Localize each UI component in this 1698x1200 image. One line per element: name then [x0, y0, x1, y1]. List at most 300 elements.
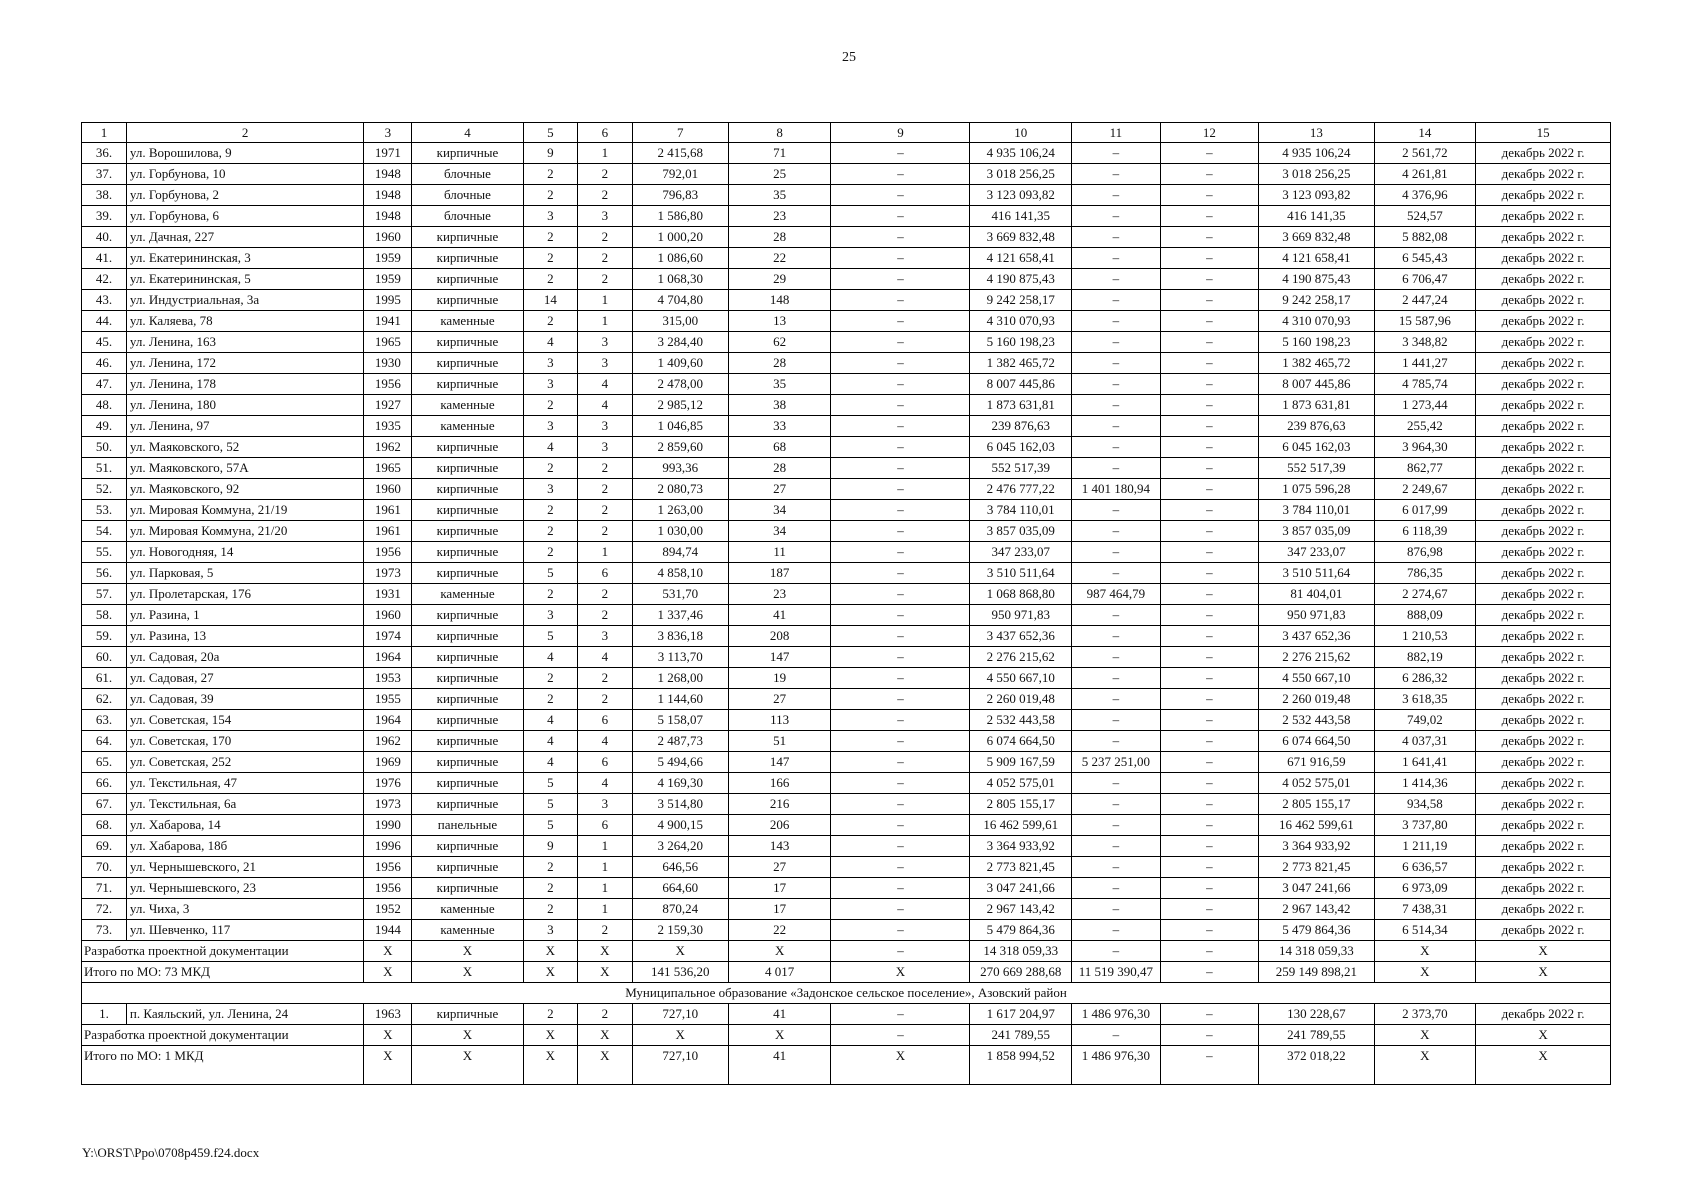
table-cell: 2 274,67 — [1374, 584, 1476, 605]
column-number-header: 5 — [523, 123, 578, 143]
address-cell: ул. Чиха, 3 — [126, 899, 363, 920]
table-cell: 1 641,41 — [1374, 752, 1476, 773]
column-number-header: 10 — [970, 123, 1072, 143]
table-cell: 1959 — [364, 248, 412, 269]
table-cell: – — [831, 374, 970, 395]
table-cell: 4 310 070,93 — [970, 311, 1072, 332]
table-cell: – — [831, 752, 970, 773]
table-cell: декабрь 2022 г. — [1476, 731, 1611, 752]
table-cell: 1 273,44 — [1374, 395, 1476, 416]
table-cell: – — [1160, 878, 1258, 899]
table-cell: 1 441,27 — [1374, 353, 1476, 374]
column-number-header: 9 — [831, 123, 970, 143]
table-row — [82, 458, 1611, 479]
table-cell: 147 — [728, 752, 831, 773]
address-cell: ул. Горбунова, 6 — [126, 206, 363, 227]
table-row — [82, 626, 1611, 647]
table-cell: 34 — [728, 500, 831, 521]
table-cell: 3 348,82 — [1374, 332, 1476, 353]
page-number: 25 — [842, 50, 856, 65]
summary-cell: 270 669 288,68 — [970, 962, 1072, 983]
table-row — [82, 605, 1611, 626]
table-cell: 3 514,80 — [632, 794, 728, 815]
table-cell: 2 476 777,22 — [970, 479, 1072, 500]
table-cell: 4 — [523, 731, 578, 752]
table-cell: – — [831, 1004, 970, 1025]
summary-cell: 241 789,55 — [1259, 1025, 1374, 1046]
table-cell: 3 784 110,01 — [970, 500, 1072, 521]
table-cell: 1 263,00 — [632, 500, 728, 521]
table-cell: кирпичные — [412, 437, 523, 458]
table-cell: декабрь 2022 г. — [1476, 227, 1611, 248]
summary-label: Итого по МО: 1 МКД — [82, 1046, 364, 1085]
summary-cell: X — [1374, 1025, 1476, 1046]
table-cell: 1 211,19 — [1374, 836, 1476, 857]
summary-cell: 11 519 390,47 — [1072, 962, 1161, 983]
table-cell: 2 — [523, 668, 578, 689]
table-cell: 35 — [728, 374, 831, 395]
table-cell: – — [1072, 395, 1161, 416]
table-cell: декабрь 2022 г. — [1476, 374, 1611, 395]
table-cell: – — [1072, 206, 1161, 227]
table-cell: – — [1072, 164, 1161, 185]
table-cell: – — [1160, 479, 1258, 500]
table-cell: 2 — [578, 500, 633, 521]
row-number-cell: 72. — [82, 899, 127, 920]
table-cell: 3 784 110,01 — [1259, 500, 1374, 521]
table-cell: 187 — [728, 563, 831, 584]
table-cell: декабрь 2022 г. — [1476, 857, 1611, 878]
row-number-cell: 63. — [82, 710, 127, 731]
summary-cell: X — [364, 1046, 412, 1085]
table-cell: – — [1072, 899, 1161, 920]
address-cell: ул. Разина, 13 — [126, 626, 363, 647]
table-cell: кирпичные — [412, 1004, 523, 1025]
table-cell: – — [831, 185, 970, 206]
table-cell: – — [831, 584, 970, 605]
table-cell: 2 — [523, 584, 578, 605]
address-cell: ул. Хабарова, 14 — [126, 815, 363, 836]
table-cell: 1959 — [364, 269, 412, 290]
table-cell: 28 — [728, 227, 831, 248]
table-cell: 3 — [523, 416, 578, 437]
table-cell: 3 510 511,64 — [1259, 563, 1374, 584]
table-cell: 6 514,34 — [1374, 920, 1476, 941]
table-cell: – — [831, 626, 970, 647]
table-cell: – — [831, 647, 970, 668]
table-cell: – — [831, 605, 970, 626]
table-cell: 1964 — [364, 647, 412, 668]
table-cell: декабрь 2022 г. — [1476, 647, 1611, 668]
table-cell: декабрь 2022 г. — [1476, 794, 1611, 815]
row-number-cell: 39. — [82, 206, 127, 227]
table-cell: 2 — [523, 227, 578, 248]
table-row — [82, 332, 1611, 353]
table-cell: 1973 — [364, 563, 412, 584]
table-cell: 993,36 — [632, 458, 728, 479]
table-cell: 9 — [523, 143, 578, 164]
column-number-header: 3 — [364, 123, 412, 143]
table-cell: – — [1160, 731, 1258, 752]
table-cell: 1948 — [364, 164, 412, 185]
table-row — [82, 647, 1611, 668]
table-cell: 2 — [523, 395, 578, 416]
table-cell: – — [1072, 290, 1161, 311]
table-cell: декабрь 2022 г. — [1476, 206, 1611, 227]
table-cell: – — [1160, 290, 1258, 311]
table-cell: 147 — [728, 647, 831, 668]
table-cell: 1964 — [364, 710, 412, 731]
summary-cell: X — [1374, 1046, 1476, 1085]
table-cell: 2 — [578, 227, 633, 248]
row-number-cell: 45. — [82, 332, 127, 353]
table-cell: 3 — [578, 437, 633, 458]
table-cell: – — [1160, 794, 1258, 815]
summary-cell: 4 017 — [728, 962, 831, 983]
section-header-row — [82, 983, 1611, 1004]
table-cell: – — [831, 164, 970, 185]
table-row — [82, 689, 1611, 710]
summary-cell: X — [364, 1025, 412, 1046]
table-cell: 5 — [523, 626, 578, 647]
table-row — [82, 437, 1611, 458]
table-row — [82, 584, 1611, 605]
table-cell: – — [1072, 878, 1161, 899]
summary-cell: – — [1072, 1025, 1161, 1046]
table-cell: 5 160 198,23 — [970, 332, 1072, 353]
table-cell: 4 052 575,01 — [1259, 773, 1374, 794]
table-cell: 130 228,67 — [1259, 1004, 1374, 1025]
table-cell: 3 113,70 — [632, 647, 728, 668]
table-cell: декабрь 2022 г. — [1476, 1004, 1611, 1025]
table-cell: декабрь 2022 г. — [1476, 563, 1611, 584]
table-cell: 1961 — [364, 500, 412, 521]
address-cell: ул. Чернышевского, 21 — [126, 857, 363, 878]
table-cell: 2 — [578, 584, 633, 605]
table-row — [82, 374, 1611, 395]
summary-cell: – — [831, 1025, 970, 1046]
table-row — [82, 479, 1611, 500]
table-cell: – — [1160, 437, 1258, 458]
table-cell: 4 — [578, 773, 633, 794]
table-cell: 3 — [578, 794, 633, 815]
table-cell: 2 532 443,58 — [1259, 710, 1374, 731]
table-cell: 2 — [578, 1004, 633, 1025]
table-cell: 2 773 821,45 — [1259, 857, 1374, 878]
summary-label: Итого по МО: 73 МКД — [82, 962, 364, 983]
table-cell: – — [1160, 836, 1258, 857]
table-cell: 35 — [728, 185, 831, 206]
table-cell: 1 873 631,81 — [1259, 395, 1374, 416]
table-cell: – — [831, 437, 970, 458]
table-cell: – — [831, 710, 970, 731]
table-cell: 664,60 — [632, 878, 728, 899]
address-cell: ул. Маяковского, 57А — [126, 458, 363, 479]
table-cell: 2 — [578, 668, 633, 689]
table-cell: – — [1072, 458, 1161, 479]
address-cell: ул. Советская, 252 — [126, 752, 363, 773]
table-cell: 3 — [523, 920, 578, 941]
table-cell: кирпичные — [412, 143, 523, 164]
table-cell: 1 — [578, 899, 633, 920]
table-cell: 2 — [578, 164, 633, 185]
summary-row — [82, 941, 1611, 962]
table-cell: – — [1072, 731, 1161, 752]
table-row — [82, 500, 1611, 521]
table-row — [82, 185, 1611, 206]
table-cell: 3 737,80 — [1374, 815, 1476, 836]
table-cell: – — [1072, 332, 1161, 353]
address-cell: ул. Екатерининская, 3 — [126, 248, 363, 269]
table-cell: 5 237 251,00 — [1072, 752, 1161, 773]
table-cell: 1944 — [364, 920, 412, 941]
summary-cell: X — [412, 941, 523, 962]
table-cell: кирпичные — [412, 500, 523, 521]
table-cell: 1956 — [364, 857, 412, 878]
table-cell: кирпичные — [412, 878, 523, 899]
table-cell: – — [1160, 395, 1258, 416]
table-cell: – — [831, 311, 970, 332]
row-number-cell: 61. — [82, 668, 127, 689]
summary-cell: – — [1160, 1025, 1258, 1046]
table-cell: 3 364 933,92 — [1259, 836, 1374, 857]
row-number-cell: 73. — [82, 920, 127, 941]
summary-cell: X — [523, 962, 578, 983]
summary-label: Разработка проектной документации — [82, 941, 364, 962]
table-cell: 19 — [728, 668, 831, 689]
table-cell: 1 — [578, 878, 633, 899]
table-cell: – — [1072, 836, 1161, 857]
summary-cell: X — [1374, 962, 1476, 983]
table-row — [82, 206, 1611, 227]
table-cell: – — [831, 668, 970, 689]
table-cell: кирпичные — [412, 857, 523, 878]
table-row — [82, 248, 1611, 269]
table-cell: 143 — [728, 836, 831, 857]
table-cell: 2 — [578, 689, 633, 710]
table-cell: – — [831, 500, 970, 521]
table-cell: 6 045 162,03 — [1259, 437, 1374, 458]
address-cell: ул. Садовая, 27 — [126, 668, 363, 689]
table-row — [82, 311, 1611, 332]
column-number-row — [82, 123, 1611, 143]
table-cell: 882,19 — [1374, 647, 1476, 668]
table-row — [82, 143, 1611, 164]
address-cell: ул. Садовая, 39 — [126, 689, 363, 710]
column-number-header: 2 — [126, 123, 363, 143]
table-cell: – — [1160, 920, 1258, 941]
table-cell: 5 160 198,23 — [1259, 332, 1374, 353]
summary-cell: X — [728, 941, 831, 962]
row-number-cell: 51. — [82, 458, 127, 479]
summary-cell: 1 858 994,52 — [970, 1046, 1072, 1085]
table-cell: – — [1072, 416, 1161, 437]
column-number-header: 12 — [1160, 123, 1258, 143]
summary-cell: 41 — [728, 1046, 831, 1085]
table-cell: декабрь 2022 г. — [1476, 542, 1611, 563]
table-cell: 2 478,00 — [632, 374, 728, 395]
summary-cell: – — [1160, 1046, 1258, 1085]
table-cell: 347 233,07 — [970, 542, 1072, 563]
table-cell: 2 — [523, 269, 578, 290]
summary-cell: – — [1160, 941, 1258, 962]
table-cell: кирпичные — [412, 227, 523, 248]
table-cell: 1 — [578, 836, 633, 857]
table-cell: декабрь 2022 г. — [1476, 668, 1611, 689]
row-number-cell: 48. — [82, 395, 127, 416]
table-cell: 727,10 — [632, 1004, 728, 1025]
table-cell: 5 494,66 — [632, 752, 728, 773]
table-cell: 1971 — [364, 143, 412, 164]
table-cell: 524,57 — [1374, 206, 1476, 227]
table-cell: – — [1160, 899, 1258, 920]
table-cell: 950 971,83 — [1259, 605, 1374, 626]
table-cell: 208 — [728, 626, 831, 647]
table-cell: блочные — [412, 164, 523, 185]
table-row — [82, 899, 1611, 920]
table-cell: – — [1072, 269, 1161, 290]
table-cell: 1 144,60 — [632, 689, 728, 710]
table-cell: 22 — [728, 920, 831, 941]
table-cell: 4 — [523, 647, 578, 668]
table-cell: 6 118,39 — [1374, 521, 1476, 542]
table-cell: 8 007 445,86 — [1259, 374, 1374, 395]
table-cell: кирпичные — [412, 458, 523, 479]
summary-cell: X — [1374, 941, 1476, 962]
table-cell: 1 — [578, 290, 633, 311]
table-cell: 2 — [523, 164, 578, 185]
table-cell: 1 068,30 — [632, 269, 728, 290]
row-number-cell: 60. — [82, 647, 127, 668]
table-cell: – — [1072, 815, 1161, 836]
table-cell: 1 075 596,28 — [1259, 479, 1374, 500]
table-cell: – — [1160, 500, 1258, 521]
table-cell: 2 985,12 — [632, 395, 728, 416]
table-cell: 1952 — [364, 899, 412, 920]
column-number-header: 8 — [728, 123, 831, 143]
table-cell: 2 — [523, 185, 578, 206]
table-cell: 6 074 664,50 — [970, 731, 1072, 752]
table-cell: кирпичные — [412, 290, 523, 311]
table-cell: 2 773 821,45 — [970, 857, 1072, 878]
table-cell: 27 — [728, 479, 831, 500]
summary-row — [82, 1046, 1611, 1085]
table-cell: 3 669 832,48 — [970, 227, 1072, 248]
summary-row — [82, 1025, 1611, 1046]
table-cell: 1976 — [364, 773, 412, 794]
table-cell: – — [1072, 647, 1161, 668]
table-cell: декабрь 2022 г. — [1476, 143, 1611, 164]
summary-cell: X — [578, 941, 633, 962]
table-cell: 9 242 258,17 — [1259, 290, 1374, 311]
table-cell: – — [831, 689, 970, 710]
table-cell: – — [831, 794, 970, 815]
table-cell: 25 — [728, 164, 831, 185]
table-cell: 3 437 652,36 — [1259, 626, 1374, 647]
table-cell: 3 857 035,09 — [1259, 521, 1374, 542]
table-cell: кирпичные — [412, 689, 523, 710]
table-row — [82, 521, 1611, 542]
table-row — [82, 227, 1611, 248]
table-cell: 1930 — [364, 353, 412, 374]
table-cell: 862,77 — [1374, 458, 1476, 479]
table-cell: 1962 — [364, 731, 412, 752]
table-cell: 2 859,60 — [632, 437, 728, 458]
table-cell: кирпичные — [412, 668, 523, 689]
table-row — [82, 563, 1611, 584]
table-cell: каменные — [412, 311, 523, 332]
table-cell: 2 — [523, 458, 578, 479]
table-cell: 4 — [578, 647, 633, 668]
table-cell: – — [1160, 752, 1258, 773]
table-cell: – — [831, 878, 970, 899]
table-cell: 3 018 256,25 — [970, 164, 1072, 185]
summary-cell: 14 318 059,33 — [1259, 941, 1374, 962]
table-cell: 16 462 599,61 — [1259, 815, 1374, 836]
table-cell: – — [1072, 563, 1161, 584]
row-number-cell: 64. — [82, 731, 127, 752]
summary-cell: X — [523, 1046, 578, 1085]
table-row — [82, 416, 1611, 437]
address-cell: ул. Новогодняя, 14 — [126, 542, 363, 563]
table-cell: – — [831, 773, 970, 794]
table-cell: кирпичные — [412, 710, 523, 731]
row-number-cell: 42. — [82, 269, 127, 290]
summary-cell: 1 486 976,30 — [1072, 1046, 1161, 1085]
summary-cell: – — [831, 941, 970, 962]
table-cell: 216 — [728, 794, 831, 815]
address-cell: ул. Мировая Коммуна, 21/20 — [126, 521, 363, 542]
row-number-cell: 1. — [82, 1004, 127, 1025]
table-cell: 1 000,20 — [632, 227, 728, 248]
table-cell: 2 249,67 — [1374, 479, 1476, 500]
table-cell: 792,01 — [632, 164, 728, 185]
table-cell: 9 242 258,17 — [970, 290, 1072, 311]
table-cell: 1995 — [364, 290, 412, 311]
table-cell: – — [1160, 248, 1258, 269]
table-cell: 3 364 933,92 — [970, 836, 1072, 857]
summary-cell: X — [632, 1025, 728, 1046]
address-cell: ул. Шевченко, 117 — [126, 920, 363, 941]
table-cell: 11 — [728, 542, 831, 563]
table-row — [82, 269, 1611, 290]
table-cell: – — [1160, 521, 1258, 542]
table-cell: 3 — [578, 206, 633, 227]
table-cell: 2 532 443,58 — [970, 710, 1072, 731]
table-cell: – — [831, 416, 970, 437]
table-cell: – — [831, 458, 970, 479]
table-cell: декабрь 2022 г. — [1476, 815, 1611, 836]
table-cell: – — [831, 563, 970, 584]
table-cell: – — [1160, 605, 1258, 626]
table-cell: кирпичные — [412, 332, 523, 353]
table-cell: – — [831, 836, 970, 857]
table-cell: 28 — [728, 353, 831, 374]
table-cell: – — [831, 920, 970, 941]
address-cell: ул. Ленина, 180 — [126, 395, 363, 416]
table-cell: 4 190 875,43 — [970, 269, 1072, 290]
table-cell: декабрь 2022 г. — [1476, 500, 1611, 521]
table-cell: 1 414,36 — [1374, 773, 1476, 794]
row-number-cell: 59. — [82, 626, 127, 647]
table-cell: каменные — [412, 395, 523, 416]
table-cell: 416 141,35 — [970, 206, 1072, 227]
table-cell: декабрь 2022 г. — [1476, 269, 1611, 290]
table-cell: 950 971,83 — [970, 605, 1072, 626]
address-cell: ул. Горбунова, 10 — [126, 164, 363, 185]
table-cell: 6 973,09 — [1374, 878, 1476, 899]
address-cell: ул. Маяковского, 52 — [126, 437, 363, 458]
